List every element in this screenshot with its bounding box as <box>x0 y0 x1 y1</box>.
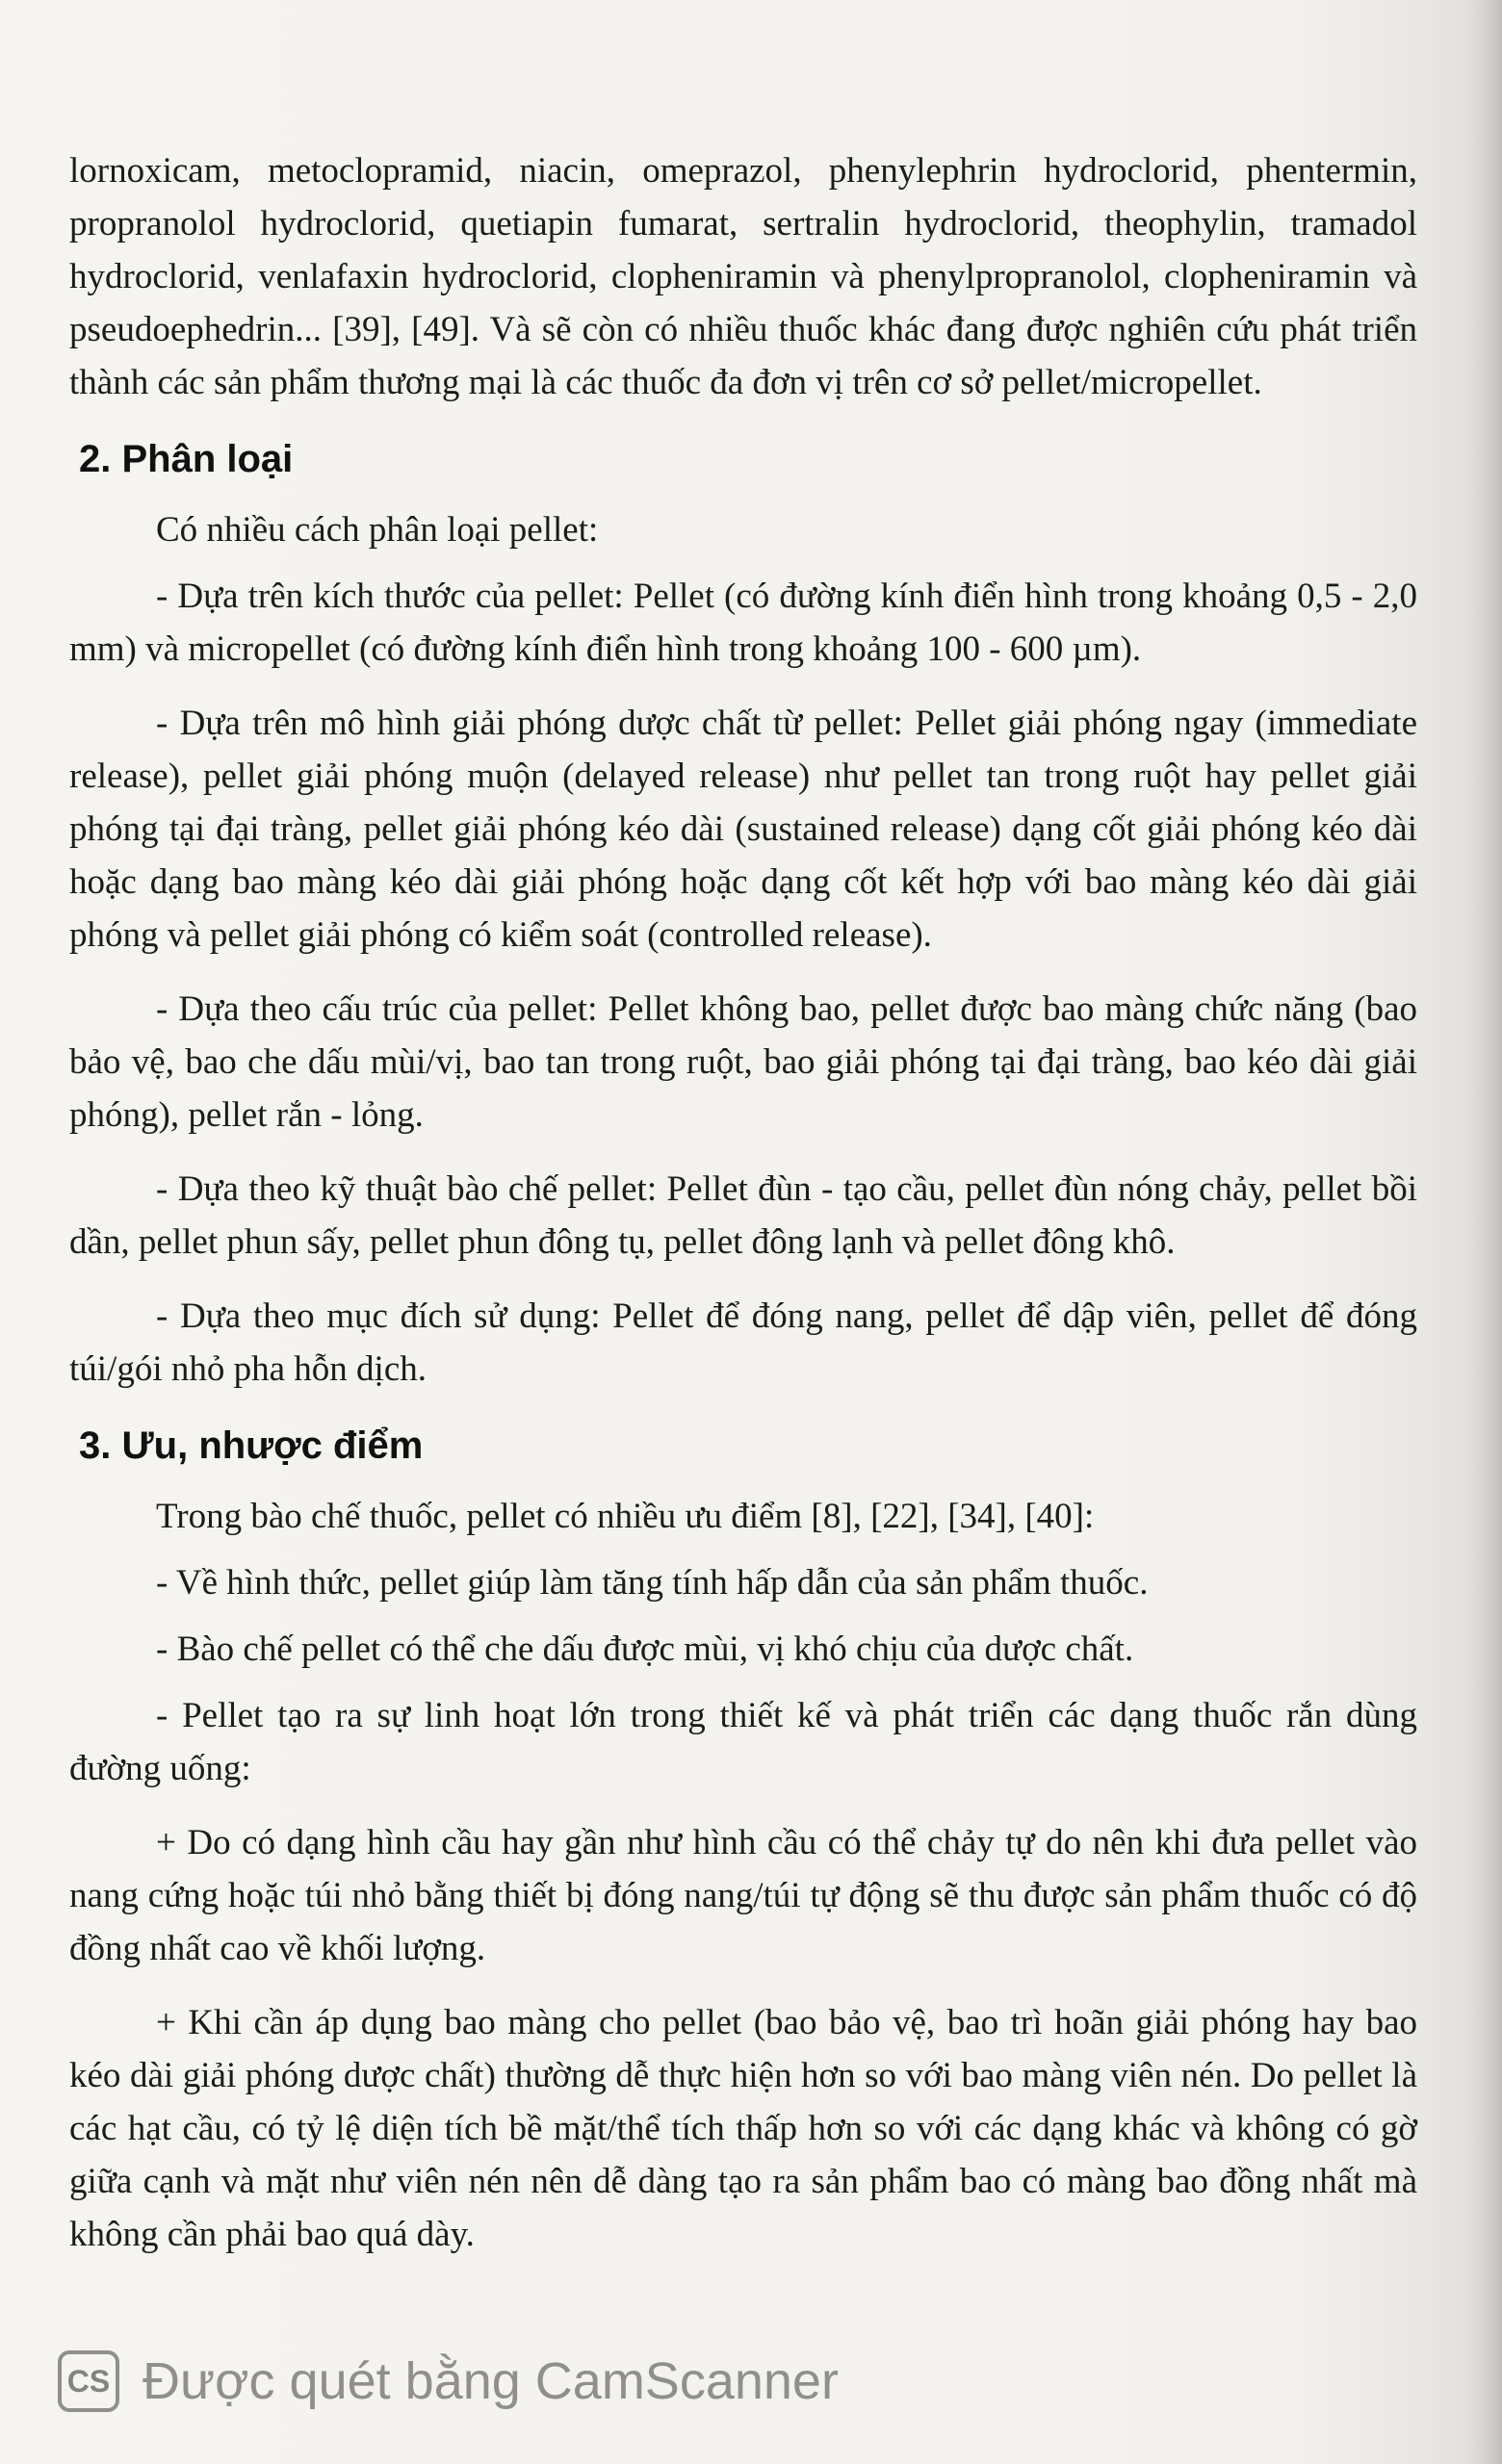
advantage-taste-masking: - Bào chế pellet có thể che dấu được mùi, vị khó chịu của dược chất. <box>156 1630 1134 1669</box>
classification-by-structure: - Dựa theo cấu trúc của pellet: Pellet không bao, pellet được bao màng chức năng (bao bảo vệ, bao che dấu mùi/vị, bao tan trong ruột, bao giải phóng tại đại tràng, bao kéo dài giải phóng), pellet rắn - lỏng. <box>69 989 1417 1135</box>
intro-paragraph: lornoxicam, metoclopramid, niacin, omeprazol, phenylephrin hydroclorid, phentermin, propranolol hydroclorid, quetiapin fumarat, sertralin hydroclorid, theophylin, tramadol hydroclorid, venlafaxin hydroclorid, clopheniramin và phenylpropranolol, clopheniramin và pseudoephedrin... [39], [49]. Và sẽ còn có nhiều thuốc khác đang được nghiên cứu phát triển thành các sản phẩm thương mại là các thuốc đa đơn vị trên cơ sở pellet/micropellet. <box>69 151 1417 402</box>
section-3-heading: 3. Ưu, nhược điểm <box>79 1424 424 1467</box>
classification-by-technique: - Dựa theo kỹ thuật bào chế pellet: Pellet đùn - tạo cầu, pellet đùn nóng chảy, pellet bồi dần, pellet phun sấy, pellet phun đông tụ, pellet đông lạnh và pellet đông khô. <box>69 1169 1417 1262</box>
sub-advantage-coating: + Khi cần áp dụng bao màng cho pellet (bao bảo vệ, bao trì hoãn giải phóng hay bao kéo dài giải phóng dược chất) thường dễ thực hiện hơn so với bao màng viên nén. Do pellet là các hạt cầu, có tỷ lệ diện tích bề mặt/thể tích thấp hơn so với các dạng khác và không có gờ giữa cạnh và mặt như viên nén nên dễ dàng tạo ra sản phẩm bao có màng bao đồng nhất mà không cần phải bao quá dày. <box>69 2003 1417 2254</box>
advantage-appearance: - Về hình thức, pellet giúp làm tăng tính hấp dẫn của sản phẩm thuốc. <box>156 1563 1149 1603</box>
sub-advantage-free-flow: + Do có dạng hình cầu hay gần như hình cầu có thể chảy tự do nên khi đưa pellet vào nang cứng hoặc túi nhỏ bằng thiết bị đóng nang/túi tự động sẽ thu được sản phẩm thuốc có độ đồng nhất cao về khối lượng. <box>69 1823 1417 1968</box>
watermark-text: Được quét bằng CamScanner <box>142 2352 839 2410</box>
camscanner-watermark <box>58 2350 839 2412</box>
section-2-lead: Có nhiều cách phân loại pellet: <box>156 510 599 550</box>
classification-by-size: - Dựa trên kích thước của pellet: Pellet (có đường kính điển hình trong khoảng 0,5 - 2,0 mm) và micropellet (có đường kính điển hình trong khoảng 100 - 600 µm). <box>69 577 1417 669</box>
section-2-heading: 2. Phân loại <box>79 438 294 480</box>
section-3-lead: Trong bào chế thuốc, pellet có nhiều ưu điểm [8], [22], [34], [40]: <box>156 1497 1095 1536</box>
document-body <box>69 144 1417 2261</box>
page-edge-shadow <box>1469 0 1502 2464</box>
classification-by-release: - Dựa trên mô hình giải phóng dược chất từ pellet: Pellet giải phóng ngay (immediate release), pellet giải phóng muộn (delayed release) như pellet tan trong ruột hay pellet giải phóng tại đại tràng, pellet giải phóng kéo dài (sustained release) dạng cốt giải phóng kéo dài hoặc dạng bao màng kéo dài giải phóng hoặc dạng cốt kết hợp với bao màng kéo dài giải phóng và pellet giải phóng có kiểm soát (controlled release). <box>69 704 1417 955</box>
camscanner-logo-icon: CS <box>58 2350 119 2412</box>
classification-by-purpose: - Dựa theo mục đích sử dụng: Pellet để đóng nang, pellet để dập viên, pellet để đóng túi/gói nhỏ pha hỗn dịch. <box>69 1296 1417 1389</box>
advantage-flexibility: - Pellet tạo ra sự linh hoạt lớn trong thiết kế và phát triển các dạng thuốc rắn dùng đường uống: <box>69 1696 1417 1788</box>
